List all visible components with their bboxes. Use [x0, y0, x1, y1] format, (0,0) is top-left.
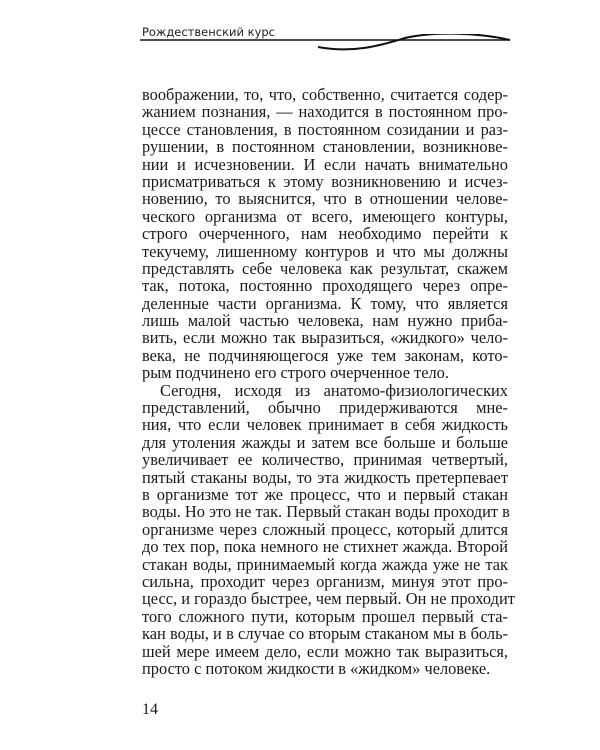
text-line: рушении, в постоянном становлении, возникнове- — [142, 137, 508, 157]
page-number: 14 — [142, 701, 158, 718]
paragraph — [142, 86, 508, 382]
text-line: воды. Но это не так. Первый стакан воды проходит в — [142, 502, 510, 522]
text-line: лишь малой частью человека, нам нужно приба- — [142, 311, 508, 331]
text-line: деленные части организма. К тому, что является — [142, 293, 508, 313]
text-line: представлять себе человека как результат, скажем — [142, 258, 508, 278]
text-line: воображении, то, что, собственно, считается содер- — [142, 85, 508, 104]
text-line: шей мере имеем дело, если можно так выразиться, — [142, 641, 508, 661]
text-line: новению, то выяснится, что в отношении челове- — [142, 189, 508, 209]
text-line: жанием познания, — находится в постоянном про- — [142, 102, 508, 122]
header-rule-ornament — [140, 34, 510, 56]
text-line: представлений, обычно придерживаются мне- — [142, 398, 508, 418]
text-line: того сложного пути, которым прошел первый ста- — [142, 606, 508, 626]
text-line: текучему, лишенному контуров и что мы должны — [142, 241, 508, 261]
running-title: Рождественский курс — [142, 25, 275, 39]
text-line: рым подчинено его строго очерченное тело. — [142, 363, 449, 383]
text-line: стакан воды, принимаемый когда жажда уже не так — [142, 554, 508, 574]
text-line: цессе становления, в постоянном созидании и раз- — [142, 119, 508, 139]
text-line: цесс, и гораздо быстрее, чем первый. Он не проходит — [142, 589, 515, 609]
text-line: кан воды, и в случае со вторым стаканом мы в боль- — [142, 624, 508, 644]
text-line: Сегодня, исходя из анатомо-физиологических — [160, 380, 508, 400]
text-line: до тех пор, пока немного не стихнет жажда. Второй — [142, 537, 508, 557]
text-line: так, потока, постоянно проходящего через опре- — [142, 276, 508, 296]
text-line: увеличивает ее количество, принимая четвертый, — [142, 450, 508, 470]
text-line: ческого организма от всего, имеющего контуры, — [142, 206, 508, 226]
text-line: вить, если можно так выразиться, «жидкого» чело- — [142, 328, 508, 348]
text-line: строго очерченного, нам необходимо перейти к — [142, 224, 508, 244]
text-line: века, не подчиняющегося уже тем законам, кото- — [142, 345, 508, 365]
text-line: просто с потоком жидкости в «жидком» человеке. — [142, 658, 491, 678]
text-line: организме через сложный процесс, который длится — [142, 519, 508, 539]
page-body — [142, 85, 515, 678]
paragraph — [142, 380, 515, 678]
text-line: присматриваться к этому возникновению и исчез- — [142, 171, 508, 191]
text-line: сильна, проходит через организм, минуя этот про- — [142, 571, 508, 591]
text-line: в организме тот же процесс, что и первый стакан — [142, 484, 508, 504]
text-line: пятый стаканы воды, то эта жидкость претерпевает — [142, 467, 508, 487]
text-line: нии и исчезновении. И если начать внимательно — [142, 154, 508, 174]
text-line: для утоления жажды и затем все больше и больше — [142, 432, 508, 452]
text-line: ния, что если человек принимает в себя жидкость — [142, 415, 508, 435]
